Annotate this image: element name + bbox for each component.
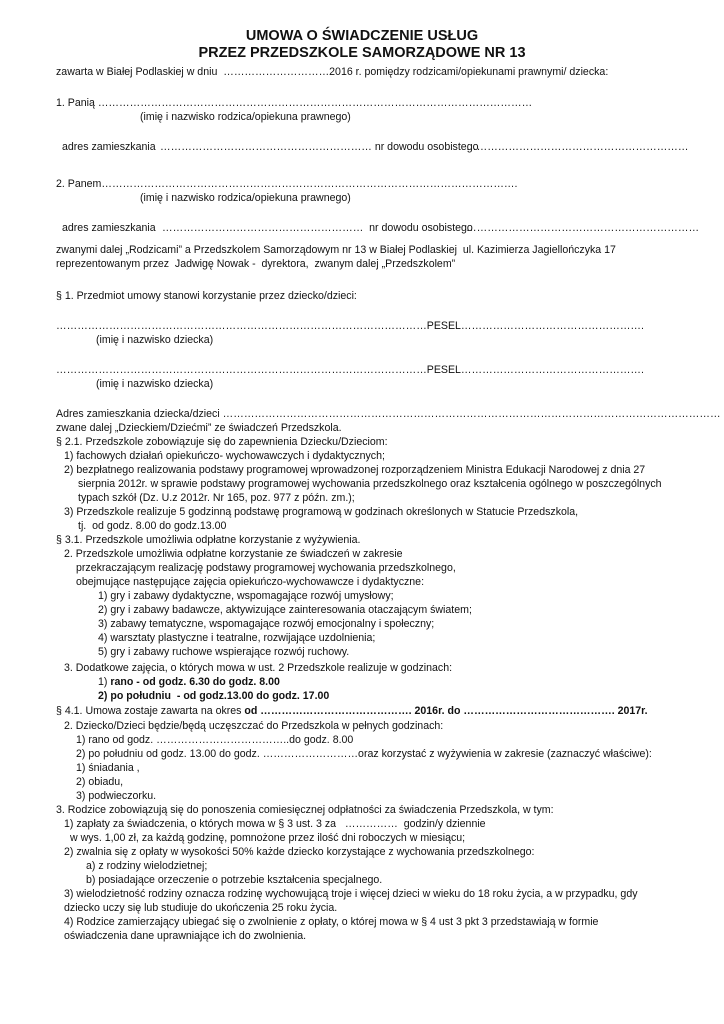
s3-hours-afternoon: 2) po południu - od godz.13.00 do godz. 17.00 <box>98 690 330 702</box>
s2-item-2-line-3: typach szkół (Dz. U.z 2012r. Nr 165, poz. 977 z późn. zm.); <box>78 492 355 504</box>
parties-line-2: reprezentowanym przez Jadwigę Nowak - dyrektora, zwanym dalej „Przedszkolem” <box>56 258 456 270</box>
s4-point-3: 3. Rodzice zobowiązują się do ponoszenia comiesięcznej odpłatności za świadczenia Przedszkola, w tym: <box>56 804 554 816</box>
s3-point-2-line-1: 2. Przedszkole umożliwia odpłatne korzystanie ze świadczeń w zakresie <box>64 548 403 560</box>
s4-meal-snack: 3) podwieczorku. <box>76 790 157 802</box>
s4-payment-3-line-1: 3) wielodzietność rodziny oznacza rodzinę wychowującą troje i więcej dzieci w wieku do 18 roku życia, a w przypadku, gdy <box>64 888 638 900</box>
s4-term-dates: od ……………………………………. 2016r. do ……………………………………. 2017r. <box>244 705 648 717</box>
s4-morning-hours: 1) rano od godz. ………………………………..do godz. 8.00 <box>76 734 354 746</box>
s4-payment-3-line-2: dziecko uczy się lub studiuje do ukończenia 25 roku życia. <box>64 902 338 914</box>
parent2-id-field: ………………………………………………………… <box>466 222 700 234</box>
child-designation-line: zwane dalej „Dzieckiem/Dziećmi” ze świadczeń Przedszkola. <box>56 422 342 434</box>
s2-item-2-line-2: sierpnia 2012r. w sprawie podstawy programowej wychowania przedszkolnego oraz kształcenia ogólnego w poszczególnych <box>78 478 662 490</box>
s4-point-2: 2. Dziecko/Dzieci będzie/będą uczęszczać do Przedszkola w pełnych godzinach: <box>64 720 444 732</box>
s3-point-3: 3. Dodatkowe zajęcia, o których mowa w ust. 2 Przedszkole realizuje w godzinach: <box>64 662 453 674</box>
s3-activity-4: 4) warsztaty plastyczne i teatralne, rozwijające uzdolnienia; <box>98 632 376 644</box>
title-line-2: PRZEZ PRZEDSZKOLE SAMORZĄDOWE NR 13 <box>198 45 526 61</box>
parent2-name-line: 2. Panem………………………………………………………………………………………………………. <box>56 178 518 190</box>
section-3-heading: § 3.1. Przedszkole umożliwia odpłatne korzystanie z wyżywienia. <box>56 534 361 546</box>
s4-payment-4-line-2: oświadczenia dane uprawniające ich do zwolnienia. <box>64 930 307 942</box>
s2-item-1: 1) fachowych działań opiekuńczo- wychowawczych i dydaktycznych; <box>64 450 385 462</box>
child1-caption: (imię i nazwisko dziecka) <box>96 334 214 346</box>
s3-point-2-line-3: obejmujące następujące zajęcia opiekuńczo-wychowawcze i dydaktyczne: <box>76 576 425 588</box>
s4-payment-2b: b) posiadające orzeczenie o potrzebie kształcenia specjalnego. <box>86 874 383 886</box>
s4-meal-breakfast: 1) śniadania , <box>76 762 140 774</box>
s4-payment-2a: a) z rodziny wielodzietnej; <box>86 860 208 872</box>
parent1-name-line: 1. Panią …………………………………………………………………………………………………………… <box>56 97 533 109</box>
s4-afternoon-hours: 2) po południu od godz. 13.00 do godz. ………………………oraz korzystać z wyżywienia w zakresie (zaznaczyć właściwe): <box>76 748 652 760</box>
parent2-address-label: adres zamieszkania <box>62 222 156 234</box>
s4-payment-1-line-1: 1) zapłaty za świadczenia, o których mowa w § 3 ust. 3 za …………… godzin/y dziennie <box>64 818 486 830</box>
child2-caption: (imię i nazwisko dziecka) <box>96 378 214 390</box>
parent1-address-label: adres zamieszkania <box>62 141 156 153</box>
s3-hours-morning <box>98 676 280 689</box>
s3-activity-1: 1) gry i zabawy dydaktyczne, wspomagające rozwój umysłowy; <box>98 590 394 602</box>
s4-meal-lunch: 2) obiadu, <box>76 776 124 788</box>
contract-date-line: zawarta w Białej Podlaskiej w dniu …………………………2016 r. pomiędzy rodzicami/opiekunami prawnymi/ dziecka: <box>56 66 609 78</box>
parties-line-1: zwanymi dalej „Rodzicami” a Przedszkolem Samorządowym nr 13 w Białej Podlaskiej ul. Kazimierza Jagiellończyka 17 <box>56 244 616 256</box>
s3-hours-morning-number: 1) <box>98 676 111 688</box>
parent2-name-caption: (imię i nazwisko rodzica/opiekuna prawnego) <box>140 192 351 204</box>
title-line-1: UMOWA O ŚWIADCZENIE USŁUG <box>245 28 479 44</box>
parent1-address-id-line: …………………………………………………… nr dowodu osobistego <box>160 141 479 153</box>
s2-item-3: 3) Przedszkole realizuje 5 godzinną podstawę programową w godzinach określonych w Statucie Przedszkola, <box>64 506 579 518</box>
s4-payment-4-line-1: 4) Rodzice zamierzający ubiegać się o zwolnienie z opłaty, o której mowa w § 4 ust 3 pkt 3 przedstawiają w formie <box>64 916 599 928</box>
child1-pesel-line: ……………………………………………………………………………………………PESEL……………………………………………. <box>56 320 644 332</box>
section-1-heading: § 1. Przedmiot umowy stanowi korzystanie przez dziecko/dzieci: <box>56 290 357 302</box>
parent1-name-caption: (imię i nazwisko rodzica/opiekuna prawnego) <box>140 111 351 123</box>
s4-term-label: § 4.1. Umowa zostaje zawarta na okres <box>56 705 245 717</box>
section-4-heading <box>56 705 648 718</box>
s4-payment-2: 2) zwalnia się z opłaty w wysokości 50% każde dziecko korzystające z wychowania przedszkolnego: <box>64 846 535 858</box>
s2-item-3-hours: tj. od godz. 8.00 do godz.13.00 <box>78 520 227 532</box>
s4-payment-1-line-2: w wys. 1,00 zł, za każdą godzinę, pomnożone przez ilość dni roboczych w miesiącu; <box>70 832 466 844</box>
s3-activity-3: 3) zabawy tematyczne, wspomagające rozwój emocjonalny i społeczny; <box>98 618 435 630</box>
s3-activity-5: 5) gry i zabawy ruchowe wspierające rozwój ruchowy. <box>98 646 350 658</box>
child-address-line: Adres zamieszkania dziecka/dzieci …………………………………………………………………………………………………………………………… <box>56 408 721 420</box>
parent2-address-id-line: ………………………………………………… nr dowodu osobistego <box>162 222 473 234</box>
section-2-heading: § 2.1. Przedszkole zobowiązuje się do zapewnienia Dziecku/Dzieciom: <box>56 436 388 448</box>
s3-activity-2: 2) gry i zabawy badawcze, aktywizujące zainteresowania otaczającym światem; <box>98 604 472 616</box>
s3-hours-morning-text: rano - od godz. 6.30 do godz. 8.00 <box>110 676 280 688</box>
s3-point-2-line-2: przekraczającym realizację podstawy programowej wychowania przedszkolnego, <box>76 562 456 574</box>
parent1-id-field: ……………………………………………………… <box>466 141 689 153</box>
child2-pesel-line: ……………………………………………………………………………………………PESEL……………………………………………. <box>56 364 644 376</box>
s2-item-2-line-1: 2) bezpłatnego realizowania podstawy programowej wprowadzonej rozporządzeniem Ministra Edukacji Narodowej z dnia 27 <box>64 464 646 476</box>
